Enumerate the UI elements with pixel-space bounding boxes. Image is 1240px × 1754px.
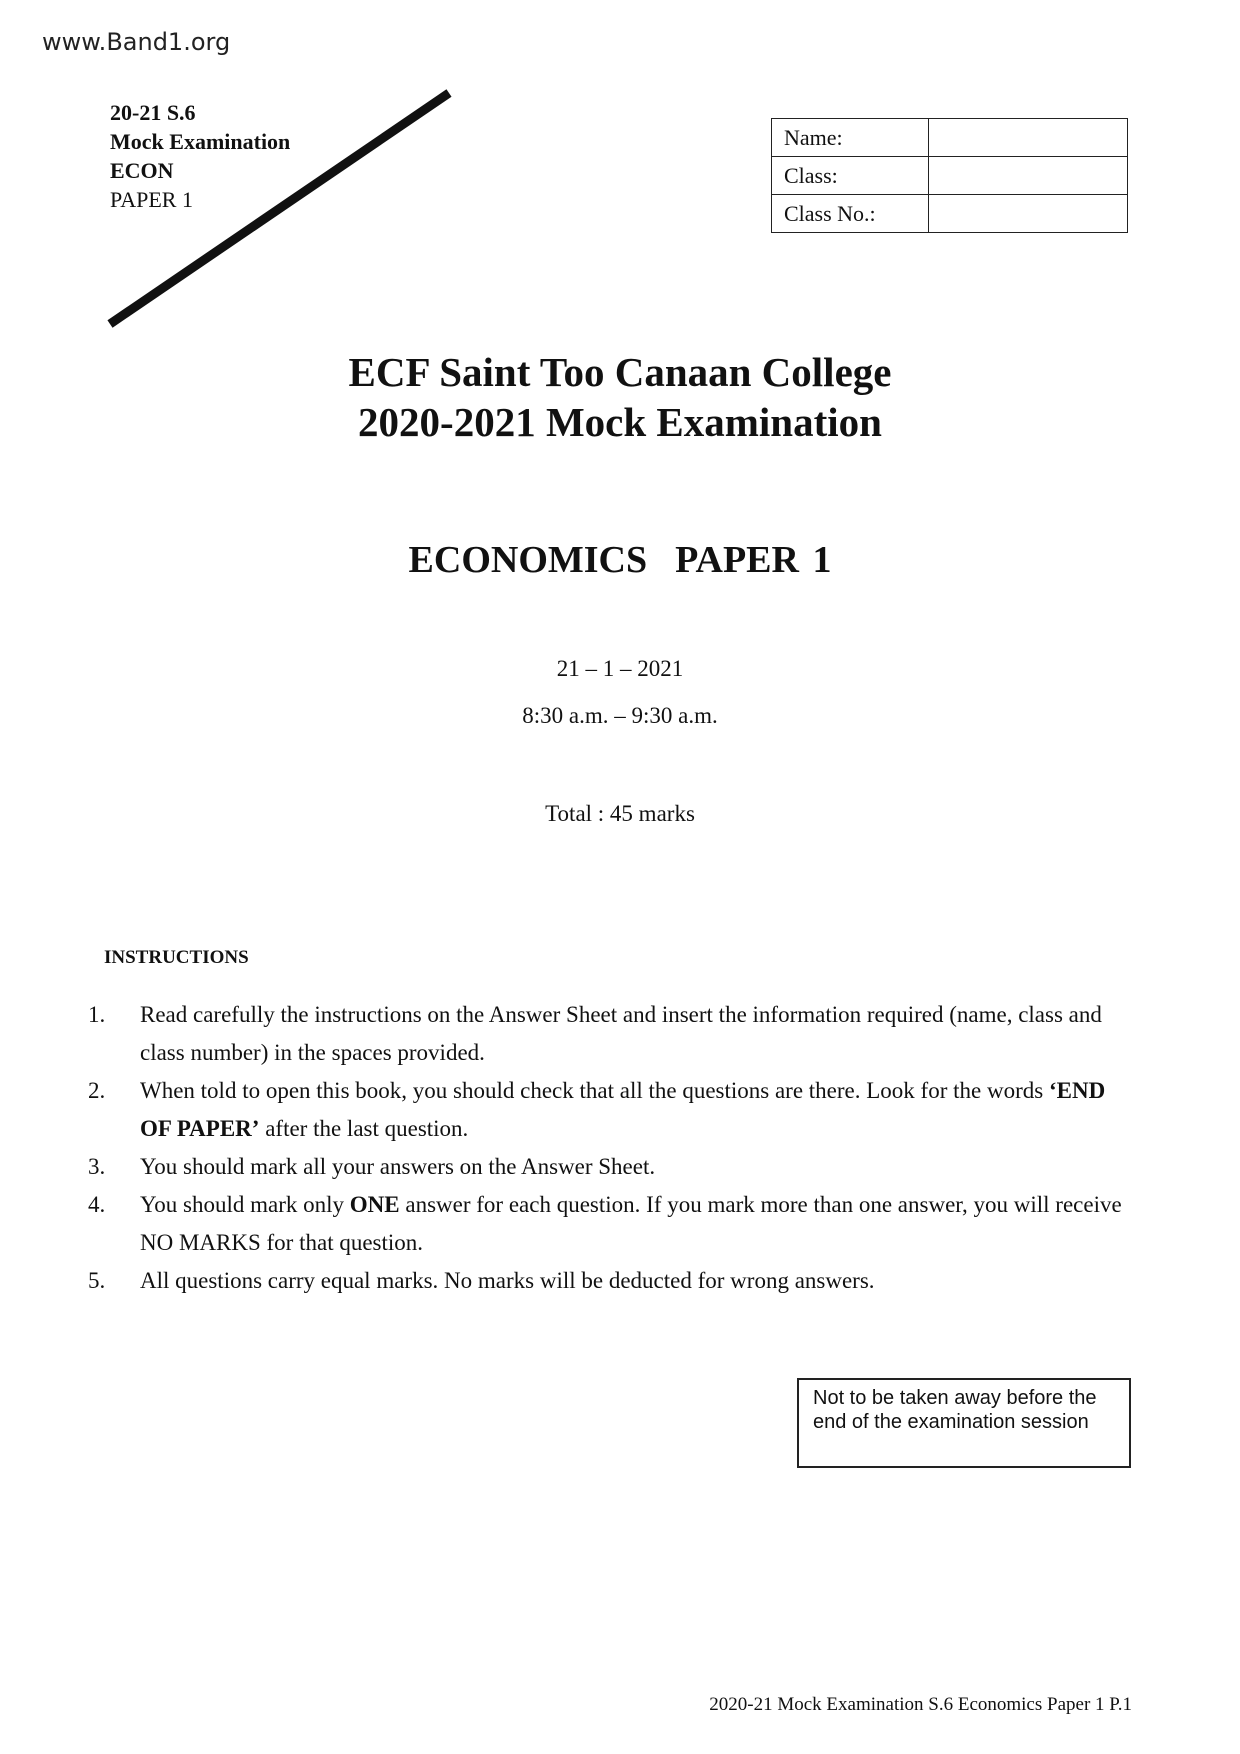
item-text: All questions carry equal marks. No marks will be deducted for wrong answers.	[140, 1268, 875, 1293]
notice-box: Not to be taken away before the end of the examination session	[797, 1378, 1131, 1468]
item-text-bold: ‘END OF PAPER’	[140, 1078, 1106, 1141]
school-title: ECF Saint Too Canaan College	[348, 349, 892, 395]
table-row	[772, 119, 1128, 157]
subject-title	[0, 538, 1240, 582]
class-label: Class:	[772, 157, 929, 195]
item-text: Read carefully the instructions on the Answer Sheet and insert the information required (name, class and class number) in the spaces provided.	[140, 1002, 1102, 1065]
table-row	[772, 195, 1128, 233]
list-item	[88, 1148, 1138, 1186]
item-text: When told to open this book, you should check that all the questions are there. Look for the words	[140, 1078, 1049, 1103]
instructions-heading: INSTRUCTIONS	[104, 947, 249, 968]
paper-header	[110, 98, 290, 214]
list-item	[88, 996, 1138, 1072]
item-number: 4.	[88, 1192, 106, 1217]
list-item	[88, 1262, 1138, 1300]
exam-title: 2020-2021 Mock Examination	[358, 399, 882, 445]
page-footer: 2020-21 Mock Examination S.6 Economics Paper 1 P.1	[709, 1694, 1132, 1715]
exam-time: 8:30 a.m. – 9:30 a.m.	[522, 703, 718, 728]
item-number: 2.	[88, 1078, 106, 1103]
header-paper: PAPER 1	[110, 187, 193, 212]
item-number: 5.	[88, 1268, 106, 1293]
item-text: You should mark only	[140, 1192, 350, 1217]
instructions-list	[88, 996, 1138, 1300]
item-number: 3.	[88, 1154, 106, 1179]
list-item	[88, 1186, 1138, 1262]
subject-paper: PAPER 1	[675, 539, 832, 581]
item-text-bold: ONE	[349, 1192, 400, 1217]
total-marks: Total : 45 marks	[545, 801, 695, 826]
class-no-label: Class No.:	[772, 195, 929, 233]
exam-date: 21 – 1 – 2021	[556, 656, 684, 681]
student-info-table	[771, 118, 1128, 233]
name-field[interactable]	[929, 119, 1128, 157]
item-text: You should mark all your answers on the Answer Sheet.	[140, 1154, 656, 1179]
item-number: 1.	[88, 1002, 106, 1027]
website-watermark: www.Band1.org	[42, 28, 231, 56]
header-class: 20-21 S.6	[110, 100, 196, 125]
table-row	[772, 157, 1128, 195]
class-field[interactable]	[929, 157, 1128, 195]
item-text: after the last question.	[259, 1116, 469, 1141]
item-text: answer for each question. If you mark more than one answer, you will receive NO MARKS for that question.	[140, 1192, 1122, 1255]
name-label: Name:	[772, 119, 929, 157]
subject-name: ECONOMICS	[408, 539, 648, 581]
header-exam: Mock Examination	[110, 129, 291, 154]
class-no-field[interactable]	[929, 195, 1128, 233]
header-subject: ECON	[110, 158, 174, 183]
list-item	[88, 1072, 1138, 1148]
